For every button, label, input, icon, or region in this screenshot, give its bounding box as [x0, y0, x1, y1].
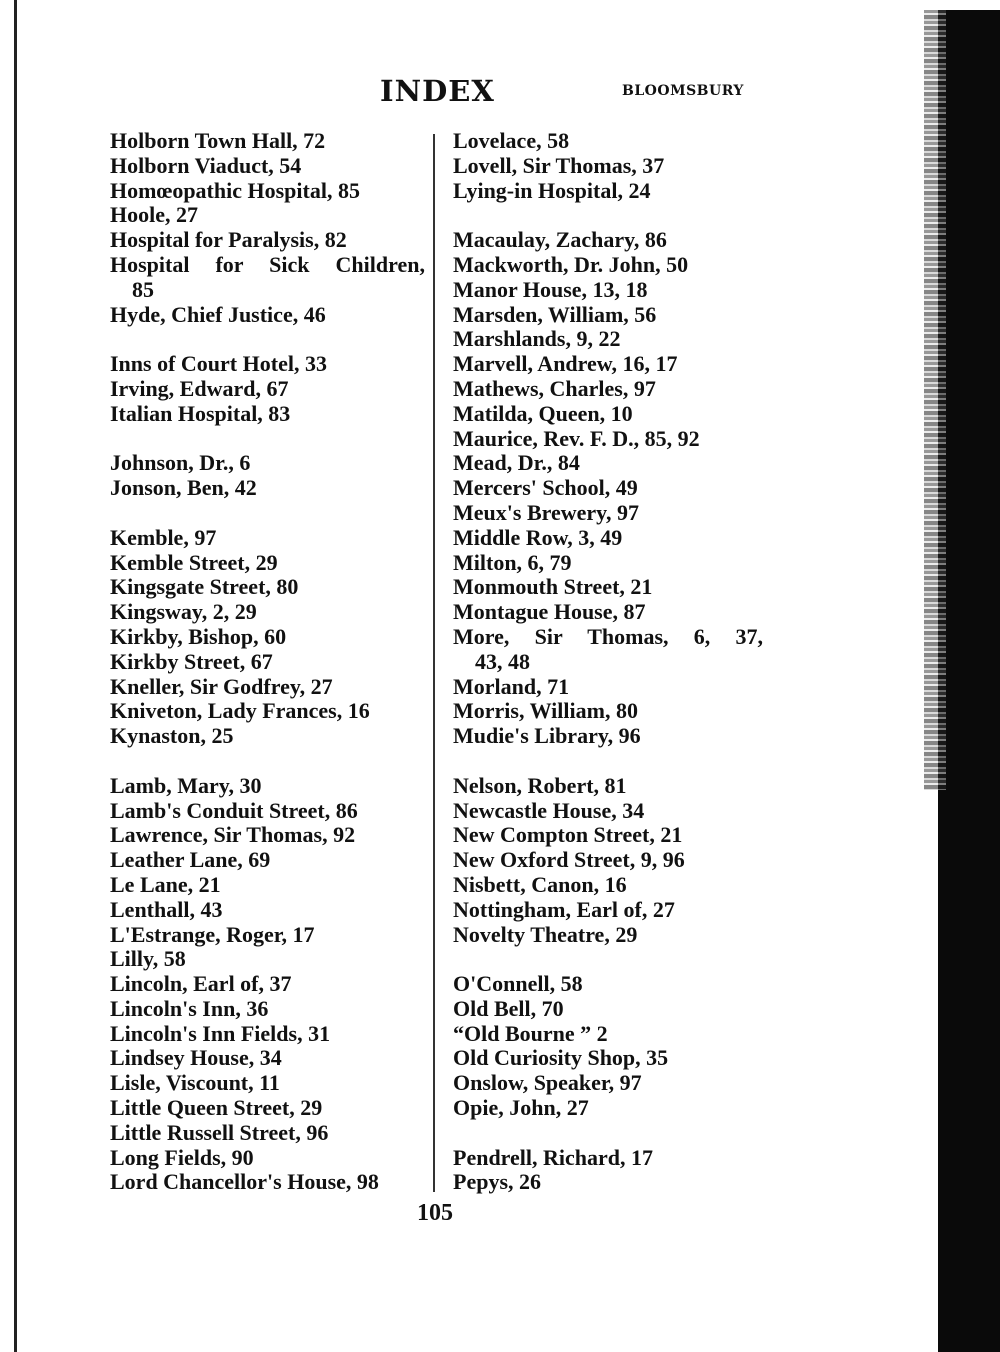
index-entry: Meux's Brewery, 97 [453, 499, 639, 525]
index-entry: Lenthall, 43 [110, 896, 223, 922]
index-entry: L'Estrange, Roger, 17 [110, 921, 315, 947]
index-entry: Pepys, 26 [453, 1169, 541, 1195]
index-entry: Kirkby Street, 67 [110, 648, 273, 674]
index-entry: Nisbett, Canon, 16 [453, 871, 627, 897]
index-entry: Mercers' School, 49 [453, 475, 638, 501]
index-entry-text: More, Sir Thomas, 6, 37, [453, 623, 763, 649]
index-entry: Milton, 6, 79 [453, 549, 572, 575]
index-entry-text: Hospital for Sick Children, [110, 251, 425, 277]
letter-group-gap [453, 1121, 763, 1146]
index-entry: Matilda, Queen, 10 [453, 400, 633, 426]
index-entry: Kynaston, 25 [110, 723, 234, 749]
index-entry: Kingsgate Street, 80 [110, 574, 299, 600]
index-entry: Marshlands, 9, 22 [453, 326, 621, 352]
index-entry-continuation: 85 [132, 276, 154, 302]
index-entry: Marvell, Andrew, 16, 17 [453, 351, 678, 377]
index-entry: “Old Bourne ” 2 [453, 1020, 608, 1046]
index-entry: Leather Lane, 69 [110, 847, 271, 873]
index-entry: Irving, Edward, 67 [110, 375, 289, 401]
index-entry: Morland, 71 [453, 673, 570, 699]
index-entry: Inns of Court Hotel, 33 [110, 351, 327, 377]
index-entry: Long Fields, 90 [110, 1144, 254, 1170]
index-entry: Holborn Town Hall, 72 [110, 128, 326, 153]
index-entry: Lincoln, Earl of, 37 [110, 971, 292, 997]
index-entry: Holborn Viaduct, 54 [110, 152, 302, 178]
index-entry: Hyde, Chief Justice, 46 [110, 301, 326, 327]
page-header [0, 74, 1000, 110]
index-entry-continuation: 43, 48 [475, 648, 530, 674]
index-entry: Nelson, Robert, 81 [453, 772, 627, 798]
index-entry: O'Connell, 58 [453, 971, 583, 997]
letter-group-gap [110, 427, 425, 452]
column-divider [433, 134, 435, 1192]
letter-group-gap [110, 749, 425, 774]
index-entry: Onslow, Speaker, 97 [453, 1070, 642, 1096]
running-head: BLOOMSBURY [622, 83, 744, 99]
index-entry: Lindsey House, 34 [110, 1045, 282, 1071]
scan-edge-grain [924, 10, 946, 790]
index-entry: Lincoln's Inn, 36 [110, 995, 269, 1021]
index-entry: Old Curiosity Shop, 35 [453, 1045, 669, 1071]
index-entry: Kemble Street, 29 [110, 549, 278, 575]
index-entry: Homœopathic Hospital, 85 [110, 177, 360, 203]
index-entry: Macaulay, Zachary, 86 [453, 227, 667, 253]
letter-group-gap [453, 749, 763, 774]
index-entry: Lovell, Sir Thomas, 37 [453, 152, 665, 178]
index-entry: Lying-in Hospital, 24 [453, 177, 651, 203]
index-entry: Nottingham, Earl of, 27 [453, 896, 675, 922]
index-entry [453, 625, 763, 675]
index-entry [110, 253, 425, 303]
index-entry: Middle Row, 3, 49 [453, 524, 623, 550]
index-entry: New Compton Street, 21 [453, 822, 683, 848]
index-column-right [453, 129, 763, 1195]
index-entry: Hoole, 27 [110, 202, 198, 228]
index-entry: Mackworth, Dr. John, 50 [453, 251, 689, 277]
index-entry: Kingsway, 2, 29 [110, 599, 257, 625]
index-entry: Lisle, Viscount, 11 [110, 1070, 280, 1096]
index-entry: Mead, Dr., 84 [453, 450, 580, 476]
page-title: INDEX [380, 74, 495, 108]
scan-edge-left [14, 0, 17, 1352]
index-entry: Little Queen Street, 29 [110, 1095, 323, 1121]
index-entry: Mudie's Library, 96 [453, 723, 641, 749]
index-entry: Manor House, 13, 18 [453, 276, 648, 302]
index-entry: Lamb, Mary, 30 [110, 772, 262, 798]
index-entry: Lovelace, 58 [453, 128, 570, 153]
index-entry: Kneller, Sir Godfrey, 27 [110, 673, 333, 699]
page-number: 105 [417, 1200, 453, 1226]
index-entry: Jonson, Ben, 42 [110, 475, 257, 501]
index-entry: Novelty Theatre, 29 [453, 921, 638, 947]
index-entry: Little Russell Street, 96 [110, 1119, 329, 1145]
letter-group-gap [453, 947, 763, 972]
index-column-left [110, 129, 425, 1195]
index-entry: Morris, William, 80 [453, 698, 638, 724]
index-entry: Italian Hospital, 83 [110, 400, 291, 426]
index-entry: Kirkby, Bishop, 60 [110, 623, 287, 649]
letter-group-gap [110, 501, 425, 526]
index-entry: Lincoln's Inn Fields, 31 [110, 1020, 331, 1046]
index-entry: Opie, John, 27 [453, 1095, 589, 1121]
index-entry: Pendrell, Richard, 17 [453, 1144, 654, 1170]
index-entry: Mathews, Charles, 97 [453, 375, 656, 401]
index-entry: Montague House, 87 [453, 599, 646, 625]
scan-edge-right [938, 10, 1000, 1352]
index-entry: Marsden, William, 56 [453, 301, 657, 327]
index-entry: Lord Chancellor's House, 98 [110, 1169, 379, 1195]
letter-group-gap [110, 327, 425, 352]
index-entry: Monmouth Street, 21 [453, 574, 653, 600]
index-entry: Hospital for Paralysis, 82 [110, 227, 347, 253]
index-entry: Newcastle House, 34 [453, 797, 645, 823]
index-entry: Kemble, 97 [110, 524, 217, 550]
index-entry: Old Bell, 70 [453, 995, 564, 1021]
index-entry: Lamb's Conduit Street, 86 [110, 797, 358, 823]
index-entry: Johnson, Dr., 6 [110, 450, 251, 476]
index-entry: Kniveton, Lady Frances, 16 [110, 698, 370, 724]
index-entry: New Oxford Street, 9, 96 [453, 847, 685, 873]
index-entry: Maurice, Rev. F. D., 85, 92 [453, 425, 700, 451]
index-entry: Lawrence, Sir Thomas, 92 [110, 822, 356, 848]
index-entry: Le Lane, 21 [110, 871, 221, 897]
index-entry: Lilly, 58 [110, 946, 186, 972]
letter-group-gap [453, 203, 763, 228]
